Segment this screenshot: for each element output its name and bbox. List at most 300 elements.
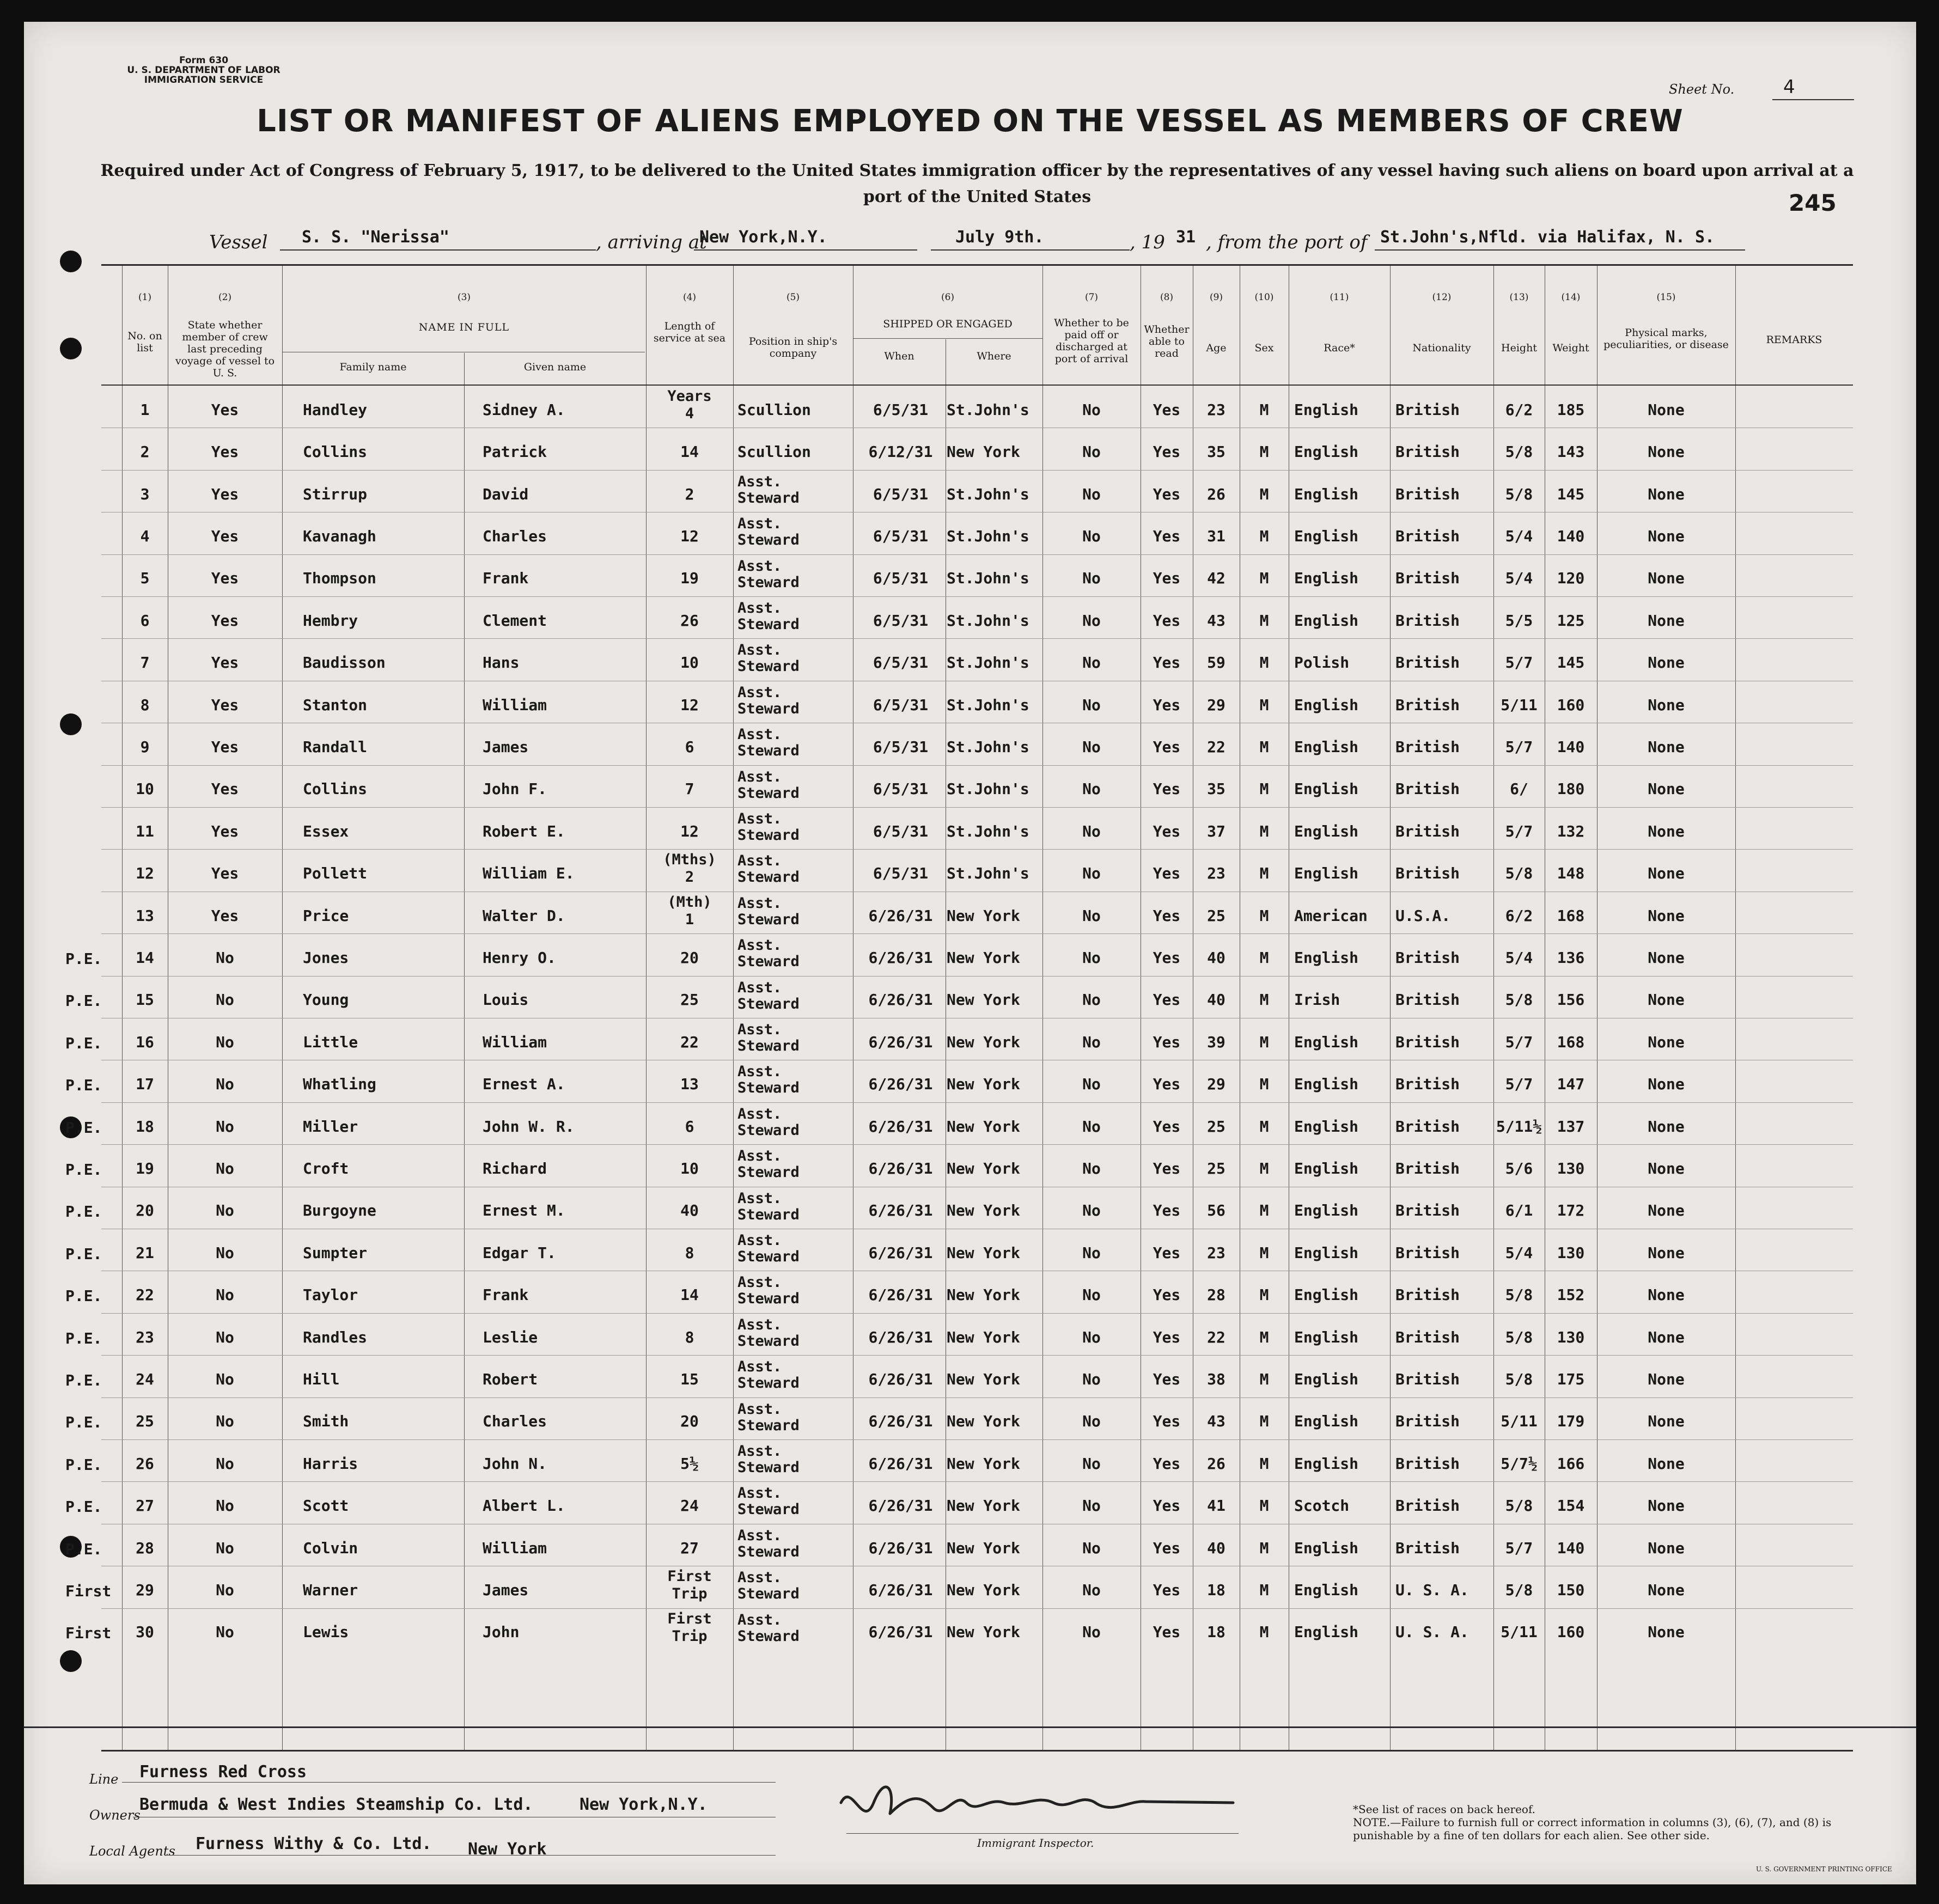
given-name: Walter D.: [483, 906, 565, 925]
given-name: Charles: [483, 1412, 547, 1431]
position-line-1: Asst.: [737, 473, 782, 490]
nationality: British: [1395, 1286, 1460, 1304]
family-name: Hill: [303, 1370, 340, 1388]
weight: 172: [1557, 1201, 1585, 1220]
age: 31: [1207, 527, 1225, 545]
able-to-read: Yes: [1153, 611, 1181, 630]
race: American: [1294, 906, 1368, 925]
row-prefix: P.E.: [65, 949, 102, 968]
shipped-when: 6/26/31: [868, 1159, 933, 1177]
family-name: Handley: [303, 400, 368, 419]
row-number: 30: [136, 1623, 154, 1641]
given-name: Ernest M.: [483, 1201, 565, 1220]
given-name: Robert E.: [483, 822, 565, 840]
race: English: [1294, 737, 1359, 756]
age: 23: [1207, 864, 1225, 883]
col-7-number: (7): [1084, 292, 1099, 303]
shipped-when: 6/5/31: [873, 695, 929, 714]
age: 25: [1207, 906, 1225, 925]
previous-voyage: No: [216, 1243, 234, 1262]
service-length: Trip: [672, 1585, 708, 1603]
weight: 168: [1557, 906, 1585, 925]
col-3-family-label: Family name: [339, 361, 407, 373]
nationality: British: [1395, 527, 1460, 545]
previous-voyage: No: [216, 1117, 234, 1136]
given-name: Frank: [483, 1286, 529, 1304]
shipped-where: St.John's: [947, 695, 1029, 714]
age: 18: [1207, 1580, 1225, 1599]
service-length: 26: [680, 611, 699, 630]
row-number: 2: [140, 443, 150, 461]
service-length: 12: [680, 527, 699, 545]
owners-city: New York,N.Y.: [580, 1795, 708, 1814]
previous-voyage: No: [216, 1454, 234, 1473]
weight: 140: [1557, 1539, 1585, 1557]
service-unit: Years: [667, 388, 712, 405]
col-2-number: (2): [218, 292, 232, 303]
sex: M: [1259, 569, 1269, 588]
row-number: 26: [136, 1454, 154, 1473]
shipped-where: New York: [947, 1201, 1020, 1220]
nationality: British: [1395, 991, 1460, 1009]
race: English: [1294, 1412, 1359, 1431]
punch-hole: [60, 1650, 82, 1672]
age: 40: [1207, 948, 1225, 967]
row-number: 10: [136, 780, 154, 798]
col-4-number: (4): [682, 292, 697, 303]
age: 29: [1207, 1075, 1225, 1094]
given-name: Clement: [483, 611, 547, 630]
row-prefix: P.E.: [65, 1118, 102, 1137]
physical-marks: None: [1648, 1497, 1685, 1515]
shipped-where: New York: [947, 443, 1020, 461]
row-number: 9: [140, 737, 150, 756]
height: 5/7: [1505, 1539, 1533, 1557]
nationality: British: [1395, 443, 1460, 461]
height: 5/4: [1505, 527, 1533, 545]
position-line-2: Steward: [737, 1627, 800, 1645]
service-length: 19: [680, 569, 699, 588]
shipped-when: 6/26/31: [868, 1033, 933, 1051]
race: English: [1294, 1328, 1359, 1346]
age: 43: [1207, 1412, 1225, 1431]
family-name: Little: [303, 1033, 358, 1051]
paid-off: No: [1082, 1370, 1101, 1388]
shipped-where: St.John's: [947, 864, 1029, 883]
age: 29: [1207, 695, 1225, 714]
service-length: 22: [680, 1033, 699, 1051]
row-prefix: P.E.: [65, 1034, 102, 1052]
previous-voyage: No: [216, 1286, 234, 1304]
height: 5/6: [1505, 1159, 1533, 1177]
able-to-read: Yes: [1153, 1623, 1181, 1641]
given-name: Edgar T.: [483, 1243, 556, 1262]
height: 5/7: [1505, 737, 1533, 756]
row-prefix: P.E.: [65, 1498, 102, 1516]
position-line-1: Asst.: [737, 894, 782, 912]
weight: 136: [1557, 948, 1585, 967]
physical-marks: None: [1648, 864, 1685, 883]
col-12-number: (12): [1432, 292, 1452, 303]
height: 5/8: [1505, 443, 1533, 461]
able-to-read: Yes: [1153, 654, 1181, 672]
physical-marks: None: [1648, 1033, 1685, 1051]
nationality: U. S. A.: [1395, 1623, 1469, 1641]
able-to-read: Yes: [1153, 1201, 1181, 1220]
sex: M: [1259, 1286, 1269, 1304]
position-line-1: Asst.: [737, 1443, 782, 1460]
col-6-when-label: When: [884, 350, 914, 362]
sex: M: [1259, 948, 1269, 967]
col-4-label: Length of service at sea: [653, 320, 726, 344]
shipped-where: St.John's: [947, 654, 1029, 672]
shipped-when: 6/5/31: [873, 611, 929, 630]
physical-marks: None: [1648, 1243, 1685, 1262]
shipped-when: 6/26/31: [868, 948, 933, 967]
given-name: Robert: [483, 1370, 538, 1388]
given-name: William: [483, 1539, 547, 1557]
race: Polish: [1294, 654, 1350, 672]
service-length: 12: [680, 695, 699, 714]
family-name: Stirrup: [303, 485, 368, 503]
position-line-1: Asst.: [737, 1189, 782, 1207]
vessel-name: S. S. "Nerissa": [302, 228, 449, 247]
race: English: [1294, 1243, 1359, 1262]
paid-off: No: [1082, 737, 1101, 756]
given-name: John W. R.: [483, 1117, 575, 1136]
shipped-where: St.John's: [947, 822, 1029, 840]
nationality: British: [1395, 1539, 1460, 1557]
sex: M: [1259, 1201, 1269, 1220]
race: English: [1294, 443, 1359, 461]
given-name: Louis: [483, 991, 529, 1009]
previous-voyage: No: [216, 1580, 234, 1599]
nationality: British: [1395, 737, 1460, 756]
service-length: Trip: [672, 1627, 708, 1645]
paid-off: No: [1082, 443, 1101, 461]
service-length: 20: [680, 948, 699, 967]
shipped-where: New York: [947, 1580, 1020, 1599]
height: 5/11: [1501, 1412, 1538, 1431]
height: 5/4: [1505, 948, 1533, 967]
position: Scullion: [737, 400, 811, 419]
sex: M: [1259, 991, 1269, 1009]
paid-off: No: [1082, 485, 1101, 503]
service-length: 10: [680, 654, 699, 672]
row-number: 12: [136, 864, 154, 883]
physical-marks: None: [1648, 1201, 1685, 1220]
weight: 125: [1557, 611, 1585, 630]
shipped-when: 6/5/31: [873, 737, 929, 756]
given-name: William: [483, 1033, 547, 1051]
weight: 154: [1557, 1497, 1585, 1515]
paid-off: No: [1082, 1243, 1101, 1262]
position-line-1: Asst.: [737, 810, 782, 827]
able-to-read: Yes: [1153, 400, 1181, 419]
row-number: 23: [136, 1328, 154, 1346]
position-line-1: Asst.: [737, 852, 782, 870]
race: English: [1294, 611, 1359, 630]
paid-off: No: [1082, 1201, 1101, 1220]
shipped-where: New York: [947, 1075, 1020, 1094]
paid-off: No: [1082, 569, 1101, 588]
age: 23: [1207, 1243, 1225, 1262]
able-to-read: Yes: [1153, 906, 1181, 925]
weight: 130: [1557, 1159, 1585, 1177]
service-length: 6: [685, 1117, 694, 1136]
position-line-1: Asst.: [737, 557, 782, 575]
shipped-where: New York: [947, 1412, 1020, 1431]
physical-marks: None: [1648, 695, 1685, 714]
family-name: Essex: [303, 822, 349, 840]
sex: M: [1259, 1580, 1269, 1599]
race: English: [1294, 1286, 1359, 1304]
previous-voyage: No: [216, 1497, 234, 1515]
physical-marks: None: [1648, 1159, 1685, 1177]
row-prefix: P.E.: [65, 1371, 102, 1389]
able-to-read: Yes: [1153, 443, 1181, 461]
previous-voyage: No: [216, 991, 234, 1009]
agents-label: Local Agents: [89, 1844, 175, 1859]
physical-marks: None: [1648, 400, 1685, 419]
nationality: British: [1395, 948, 1460, 967]
row-number: 22: [136, 1286, 154, 1304]
sex: M: [1259, 1075, 1269, 1094]
age: 56: [1207, 1201, 1225, 1220]
shipped-where: New York: [947, 1370, 1020, 1388]
position-line-2: Steward: [737, 1585, 800, 1603]
position-line-1: Asst.: [737, 515, 782, 533]
year-prefix: , 19: [1130, 231, 1165, 253]
col-9-number: (9): [1209, 292, 1223, 303]
given-name: Sidney A.: [483, 400, 565, 419]
weight: 160: [1557, 1623, 1585, 1641]
row-number: 17: [136, 1075, 154, 1094]
height: 5/8: [1505, 1328, 1533, 1346]
previous-voyage: Yes: [211, 485, 239, 503]
family-name: Price: [303, 906, 349, 925]
able-to-read: Yes: [1153, 1075, 1181, 1094]
physical-marks: None: [1648, 1117, 1685, 1136]
physical-marks: None: [1648, 1539, 1685, 1557]
able-to-read: Yes: [1153, 1580, 1181, 1599]
arrival-date: July 9th.: [955, 228, 1044, 247]
weight: 145: [1557, 654, 1585, 672]
col-12-label: Nationality: [1412, 342, 1471, 354]
shipped-when: 6/5/31: [873, 864, 929, 883]
age: 22: [1207, 737, 1225, 756]
weight: 130: [1557, 1243, 1585, 1262]
previous-voyage: No: [216, 1370, 234, 1388]
shipped-where: New York: [947, 1497, 1020, 1515]
sex: M: [1259, 1243, 1269, 1262]
weight: 185: [1557, 400, 1585, 419]
sex: M: [1259, 400, 1269, 419]
previous-voyage: Yes: [211, 569, 239, 588]
physical-marks: None: [1648, 1412, 1685, 1431]
race: English: [1294, 1539, 1359, 1557]
physical-marks: None: [1648, 485, 1685, 503]
col-7-label: Whether to be paid off or discharged at port of arrival: [1054, 317, 1129, 365]
col-13-number: (13): [1509, 292, 1529, 303]
paid-off: No: [1082, 695, 1101, 714]
row-number: 27: [136, 1497, 154, 1515]
race: English: [1294, 695, 1359, 714]
shipped-when: 6/26/31: [868, 1412, 933, 1431]
position-line-2: Steward: [737, 700, 800, 717]
document-subtitle: Required under Act of Congress of February 5, 1917, to be delivered to the United States immigration officer by the representatives of any vessel having such aliens on board upon arrival at a port of the United States: [100, 161, 1854, 206]
family-name: Young: [303, 991, 349, 1009]
shipped-where: St.John's: [947, 780, 1029, 798]
nationality: British: [1395, 864, 1460, 883]
previous-voyage: Yes: [211, 400, 239, 419]
paid-off: No: [1082, 1497, 1101, 1515]
given-name: William E.: [483, 864, 575, 883]
sex: M: [1259, 485, 1269, 503]
previous-voyage: No: [216, 1201, 234, 1220]
height: 5/8: [1505, 485, 1533, 503]
col-5-label: Position in ship's company: [748, 335, 838, 359]
weight: 168: [1557, 1033, 1585, 1051]
shipped-where: St.John's: [947, 485, 1029, 503]
previous-voyage: Yes: [211, 527, 239, 545]
inspector-signature: [830, 1770, 1244, 1835]
previous-voyage: No: [216, 1412, 234, 1431]
service-length: 27: [680, 1539, 699, 1557]
position-line-1: Asst.: [737, 1063, 782, 1081]
row-number: 16: [136, 1033, 154, 1051]
able-to-read: Yes: [1153, 1033, 1181, 1051]
nationality: British: [1395, 1370, 1460, 1388]
nationality: British: [1395, 611, 1460, 630]
nationality: British: [1395, 1201, 1460, 1220]
nationality: U. S. A.: [1395, 1580, 1469, 1599]
given-name: Frank: [483, 569, 529, 588]
punch-hole: [60, 713, 82, 735]
service-length: 8: [685, 1243, 694, 1262]
race: English: [1294, 1117, 1359, 1136]
stamp-number: 245: [1789, 190, 1837, 216]
position-line-2: Steward: [737, 1079, 800, 1097]
paid-off: No: [1082, 1580, 1101, 1599]
col-3-label: NAME IN FULL: [418, 321, 510, 333]
height: 5/8: [1505, 1370, 1533, 1388]
sex: M: [1259, 1117, 1269, 1136]
paid-off: No: [1082, 1117, 1101, 1136]
paid-off: No: [1082, 780, 1101, 798]
service-length: 4: [685, 405, 694, 422]
row-number: 20: [136, 1201, 154, 1220]
shipped-when: 6/5/31: [873, 569, 929, 588]
row-number: 18: [136, 1117, 154, 1136]
position-line-2: Steward: [737, 532, 800, 549]
sex: M: [1259, 906, 1269, 925]
row-number: 13: [136, 906, 154, 925]
nationality: British: [1395, 400, 1460, 419]
sex: M: [1259, 611, 1269, 630]
sex: M: [1259, 1539, 1269, 1557]
family-name: Harris: [303, 1454, 358, 1473]
position-line-1: Asst.: [737, 1611, 782, 1628]
shipped-where: St.John's: [947, 737, 1029, 756]
position-line-2: Steward: [737, 995, 800, 1012]
physical-marks: None: [1648, 906, 1685, 925]
height: 5/7½: [1501, 1454, 1538, 1473]
race: English: [1294, 1623, 1359, 1641]
form-identifier: [106, 56, 302, 85]
shipped-where: New York: [947, 1623, 1020, 1641]
service-unit: (Mth): [667, 893, 712, 911]
weight: 175: [1557, 1370, 1585, 1388]
service-length: 14: [680, 443, 699, 461]
weight: 166: [1557, 1454, 1585, 1473]
shipped-when: 6/26/31: [868, 906, 933, 925]
given-name: Patrick: [483, 443, 547, 461]
sex: M: [1259, 1370, 1269, 1388]
paid-off: No: [1082, 948, 1101, 967]
given-name: Ernest A.: [483, 1075, 565, 1094]
able-to-read: Yes: [1153, 1286, 1181, 1304]
col-14-label: Weight: [1552, 342, 1589, 354]
family-name: Croft: [303, 1159, 349, 1177]
from-port-label: , from the port of: [1206, 231, 1368, 253]
paid-off: No: [1082, 906, 1101, 925]
race: English: [1294, 1201, 1359, 1220]
paid-off: No: [1082, 1286, 1101, 1304]
nationality: British: [1395, 695, 1460, 714]
age: 59: [1207, 654, 1225, 672]
race: English: [1294, 780, 1359, 798]
given-name: Leslie: [483, 1328, 538, 1346]
races-note: *See list of races on back hereof.: [1353, 1803, 1536, 1816]
shipped-when: 6/5/31: [873, 400, 929, 419]
col-3-given-label: Given name: [523, 361, 587, 373]
able-to-read: Yes: [1153, 1117, 1181, 1136]
shipped-where: New York: [947, 1328, 1020, 1346]
col-10-label: Sex: [1254, 342, 1274, 354]
physical-marks: None: [1648, 822, 1685, 840]
able-to-read: Yes: [1153, 822, 1181, 840]
row-number: 1: [140, 400, 150, 419]
nationality: British: [1395, 1033, 1460, 1051]
previous-voyage: No: [216, 1033, 234, 1051]
family-name: Burgoyne: [303, 1201, 376, 1220]
given-name: John N.: [483, 1454, 547, 1473]
crew-table: [65, 264, 1853, 1752]
document-title: LIST OR MANIFEST OF ALIENS EMPLOYED ON THE VESSEL AS MEMBERS OF CREW: [257, 103, 1684, 139]
age: 18: [1207, 1623, 1225, 1641]
race: English: [1294, 1454, 1359, 1473]
sex: M: [1259, 737, 1269, 756]
nationality: British: [1395, 1075, 1460, 1094]
position-line-1: Asst.: [737, 1527, 782, 1544]
able-to-read: Yes: [1153, 737, 1181, 756]
punch-hole: [60, 338, 82, 359]
shipped-where: New York: [947, 1286, 1020, 1304]
penalty-note: NOTE.—Failure to furnish full or correct information in columns (3), (6), (7), and (8) is punishable by a fine of ten dollars for each alien. See other side.: [1353, 1816, 1832, 1842]
given-name: James: [483, 1580, 529, 1599]
col-10-number: (10): [1254, 292, 1274, 303]
nationality: British: [1395, 1117, 1460, 1136]
physical-marks: None: [1648, 1286, 1685, 1304]
race: English: [1294, 1159, 1359, 1177]
service-length: 20: [680, 1412, 699, 1431]
shipped-where: New York: [947, 1159, 1020, 1177]
sex: M: [1259, 1159, 1269, 1177]
age: 38: [1207, 1370, 1225, 1388]
age: 26: [1207, 485, 1225, 503]
weight: 145: [1557, 485, 1585, 503]
